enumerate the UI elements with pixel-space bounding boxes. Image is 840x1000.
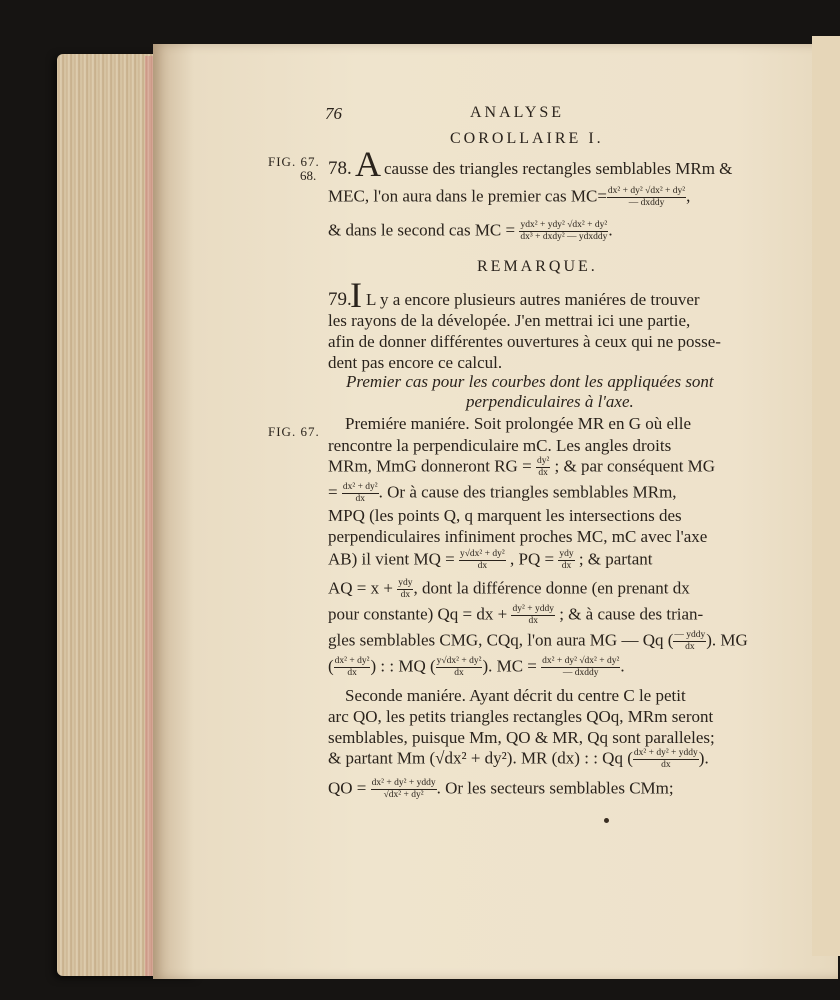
text-line: semblables, puisque Mm, QO & MR, Qq sont paralleles; — [328, 728, 715, 747]
text-line: AB) il vient MQ = $\frac{\text{y√dx² + dy²}}{dx}$ , PQ = $\frac{\text{ydy}}{dx}$ ; & partant — [328, 549, 653, 571]
article-number-79: 79. — [328, 289, 352, 310]
article-number-78: 78. — [328, 158, 352, 179]
text-line: & dans le second cas MC = $\frac{\text{ydx² + ydy² √dx² + dy²}}{\text{dx³ + dxdy² — ydxddy}}$ . — [328, 220, 613, 242]
facing-page-edge — [812, 36, 840, 956]
subheading-line: perpendiculaires à l'axe. — [466, 392, 634, 411]
text-line: L y a encore plusieurs autres maniéres de trouver — [366, 290, 700, 309]
text-line: arc QO, les petits triangles rectangles QOq, MRm seront — [328, 707, 714, 726]
text-line: MPQ (les points Q, q marquent les intersections des — [328, 506, 682, 525]
text-line: AQ = x + $\frac{\text{ydy}}{dx}$ , dont la différence donne (en prenant dx — [328, 578, 690, 600]
text-line: Premiére maniére. Soit prolongée MR en G où elle — [345, 414, 692, 433]
text-line: QO = $\frac{\text{dx² + dy² + yddy}}{\text{√dx² + dy²}}$ . Or les secteurs semblables CMm; — [328, 778, 674, 800]
margin-figure-ref: FIG. 67. — [268, 154, 320, 169]
text-line: = $\frac{\text{dx² + dy²}}{dx}$ . Or à cause des triangles semblables MRm, — [328, 482, 677, 504]
text-line: perpendiculaires infiniment proches MC, mC avec l'axe — [328, 527, 708, 546]
margin-figure-ref-2: 68. — [300, 168, 317, 183]
section-heading-corollaire: COROLLAIRE I. — [450, 130, 604, 147]
text-line: afin de donner différentes ouvertures à ceux qui ne posse- — [328, 332, 721, 351]
text-line: Seconde maniére. Ayant décrit du centre C le petit — [345, 686, 686, 705]
text-line: causse des triangles rectangles semblables MRm & — [384, 159, 733, 178]
text-line: ( $\frac{\text{dx² + dy²}}{dx}$ ) : : MQ ( $\frac{\text{y√dx² + dy²}}{dx}$ ). MC = $\frac{\text{dx² + dy² √dx² + dy²}}{\text{— dxddy}}$ . — [328, 656, 625, 678]
drop-cap-i: I — [350, 275, 362, 315]
page-number: 76 — [325, 104, 342, 123]
text-line: gles semblables CMG, CQq, l'on aura MG — Qq ( $\frac{\text{— yddy}}{dx}$ ). MG — [328, 630, 748, 652]
running-title: ANALYSE — [470, 104, 565, 121]
text-line: MEC, l'on aura dans le premier cas MC= $\frac{\text{dx² + dy² √dx² + dy²}}{\text{— dxddy}}$ , — [328, 186, 691, 208]
text-line: MRm, MmG donneront RG = $\frac{\text{dy²}}{dx}$ ; & par conséquent MG — [328, 456, 716, 478]
text-line: les rayons de la dévelopée. J'en mettrai ici une partie, — [328, 311, 691, 330]
drop-cap-a: A — [355, 144, 381, 184]
text-line: pour constante) Qq = dx + $\frac{\text{dy² + yddy}}{dx}$ ; & à cause des trian- — [328, 604, 704, 626]
text-line: dent pas encore ce calcul. — [328, 353, 503, 372]
text-line: rencontre la perpendiculaire mC. Les angles droits — [328, 436, 672, 455]
text-line: & partant Mm (√dx² + dy²). MR (dx) : : Qq ( $\frac{\text{dx² + dy² + yddy}}{dx}$ ). — [328, 748, 709, 770]
section-heading-remarque: REMARQUE. — [477, 258, 598, 275]
margin-figure-ref: FIG. 67. — [268, 424, 320, 439]
ink-spot — [604, 818, 609, 823]
subheading-line: Premier cas pour les courbes dont les appliquées sont — [346, 372, 714, 391]
